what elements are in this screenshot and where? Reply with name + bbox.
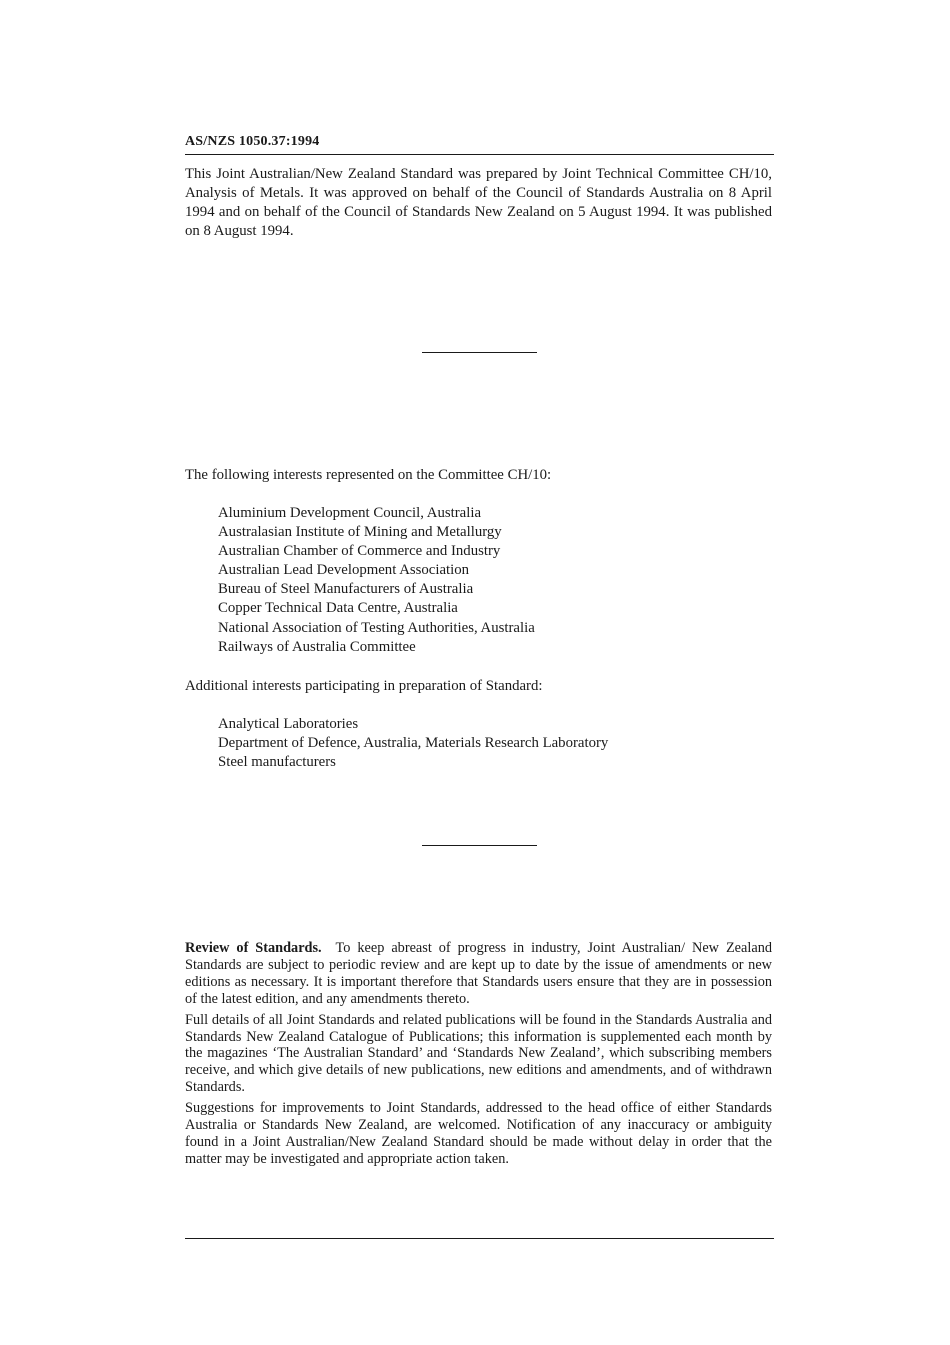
document-id: AS/NZS 1050.37:1994 [185,134,320,149]
list-item: Australasian Institute of Mining and Metallurgy [218,524,502,541]
list-item: Department of Defence, Australia, Materials Research Laboratory [218,735,609,752]
review-paragraph-3: Suggestions for improvements to Joint Standards, addressed to the head office of either Standards Australia or Standards New Zealand, are welcomed. Notification of any inaccuracy or ambiguity found in a Joint Australian/New Zealand Standard should be made without delay in order that the matter may be investigated and appropriate action taken. [185,1100,772,1167]
review-text: To keep abreast of progress in industry, Joint Australian/ New Zealand Standards are subject to periodic review and are kept up to date by the issue of amendments or new editions as necessary. It is important therefore that Standards users ensure that they are in possession of the latest edition, and any amendments thereto. [185,940,772,1007]
review-paragraph-2: Full details of all Joint Standards and related publications will be found in the Standards Australia and Standards New Zealand Catalogue of Publications; this information is supplemented each month by the magazines ‘The Australian Standard’ and ‘Standards New Zealand’, which subscribing members receive, and which give details of new publications, new editions and amendments, and of withdrawn Standards. [185,1011,772,1096]
list-item: Steel manufacturers [218,754,336,771]
list-item: Australian Chamber of Commerce and Industry [218,543,501,560]
list-item: Australian Lead Development Association [218,562,470,579]
header-rule [185,154,774,155]
review-paragraph-1 [185,940,772,1008]
list-item: Railways of Australia Committee [218,638,416,655]
list-item: Analytical Laboratories [218,716,359,732]
additional-interests-list [218,715,608,772]
committee-member-list [218,504,535,657]
list-item: Aluminium Development Council, Australia [218,505,482,521]
list-item: Copper Technical Data Centre, Australia [218,600,458,617]
list-item: National Association of Testing Authorities, Australia [218,619,535,636]
footer-rule [185,1238,774,1239]
section-divider [422,845,537,846]
committee-intro: The following interests represented on the Committee CH/10: [185,467,552,483]
additional-interests-intro: Additional interests participating in preparation of Standard: [185,678,543,694]
list-item: Bureau of Steel Manufacturers of Australia [218,581,474,598]
review-title: Review of Standards. [185,940,322,956]
document-page [185,0,774,1345]
review-of-standards-section [185,940,772,1172]
section-divider [422,352,537,353]
approval-statement: This Joint Australian/New Zealand Standard was prepared by Joint Technical Committee CH/10, Analysis of Metals. It was approved on behalf of the Council of Standards Australia on 8 April 1994 and on behalf of the Council of Standards New Zealand on 5 August 1994. It was published on 8 August 1994. [185,166,772,239]
